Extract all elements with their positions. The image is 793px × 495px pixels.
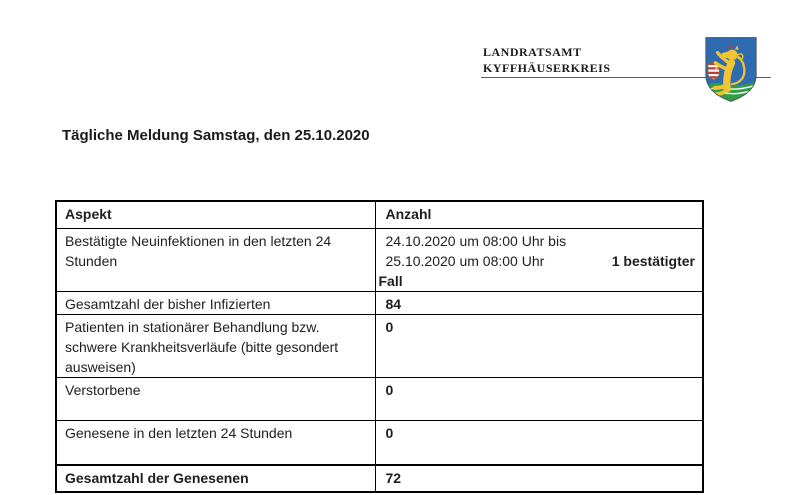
col-header-aspekt: Aspekt (56, 201, 375, 229)
table-row-gesamt-infizierte (56, 292, 703, 315)
confirmed-case-text-cont: Fall (378, 273, 403, 289)
org-name-line1: LANDRATSAMT (483, 45, 582, 59)
cell-aspekt-gesamt-genesene: Gesamtzahl der Genesenen (56, 465, 375, 492)
table-header-row (56, 201, 703, 229)
cell-aspekt-neuinfektionen: Bestätigte Neuinfektionen in den letzten 24 Stunden (56, 229, 375, 292)
cell-aspekt-verstorbene: Verstorbene (56, 378, 375, 421)
table-row-stationaer (56, 315, 703, 378)
col-header-anzahl: Anzahl (375, 201, 703, 229)
period-from: 24.10.2020 um 08:00 Uhr bis (385, 233, 567, 249)
confirmed-case-text: 1 bestätigter (611, 253, 695, 269)
period-to-line (386, 251, 696, 271)
cell-aspekt-genesene-24h: Genesene in den letzten 24 Stunden (56, 421, 375, 466)
cell-anzahl-gesamt-genesene: 72 (375, 465, 703, 492)
cell-aspekt-gesamt-infizierte: Gesamtzahl der bisher Infizierten (56, 292, 375, 315)
table-row-verstorbene (56, 378, 703, 421)
coat-of-arms-icon (703, 34, 759, 105)
org-name-line2: KYFFHÄUSERKREIS (483, 60, 611, 75)
cell-anzahl-gesamt-infizierte: 84 (375, 292, 703, 315)
cell-aspekt-stationaer: Patienten in stationärer Behandlung bzw. schwere Krankheitsverläufe (bitte gesondert ausweisen) (56, 315, 375, 378)
cell-anzahl-stationaer: 0 (375, 315, 703, 378)
period-to: 25.10.2020 um 08:00 Uhr (385, 253, 545, 269)
org-name (483, 45, 611, 76)
crest-lion-head (727, 50, 738, 61)
table-row-genesene-24h (56, 421, 703, 466)
page-title: Tägliche Meldung Samstag, den 25.10.2020 (62, 127, 370, 144)
report-table (55, 200, 704, 493)
cell-anzahl-neuinfektionen (375, 229, 703, 292)
cell-anzahl-genesene-24h: 0 (375, 421, 703, 466)
table-row-gesamt-genesene (56, 465, 703, 492)
cell-anzahl-verstorbene: 0 (375, 378, 703, 421)
table-row-neuinfektionen (56, 229, 703, 292)
